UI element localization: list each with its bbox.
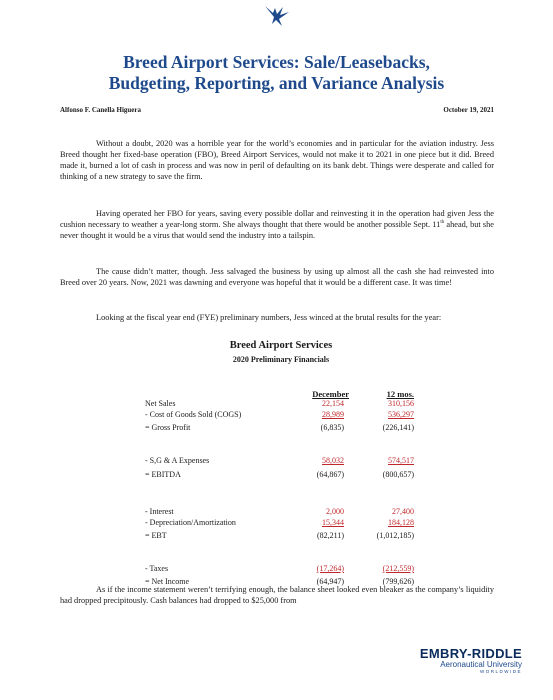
table-row (142, 470, 420, 481)
paragraph-1: Without a doubt, 2020 was a horrible year for the world’s economies and in particular for the aviation industry. Jess Breed thought her fixed-base operation (FBO), Breed Airport Services, would not make it to 2021 in one piece but it did. Breed made it, burned a lot of cash in process and was now in peril of defaulting on its bank debt. Things were desperate and called for thinking of a new strategy to save the firm. (60, 139, 494, 181)
row-value-december: 22,154 (322, 399, 344, 408)
row-value-12-months: (1,012,185) (376, 531, 414, 540)
brand-name: EMBRY-RIDDLE (419, 646, 522, 661)
row-value-december: 28,989 (322, 410, 344, 419)
row-label: - Cost of Goods Sold (COGS) (145, 410, 242, 419)
embry-riddle-logo (404, 646, 522, 674)
table-row (142, 456, 420, 467)
row-label: = Net Income (145, 577, 190, 586)
row-value-december: 58,032 (322, 456, 344, 465)
paragraph-2-sup: th (440, 220, 445, 226)
row-value-12-months: (799,626) (382, 577, 414, 586)
row-label: - S,G & A Expenses (145, 456, 210, 465)
row-label: = EBT (145, 531, 167, 540)
column-header-december: December (312, 389, 349, 399)
row-value-december: (82,211) (316, 531, 344, 540)
row-value-december: 15,344 (322, 518, 344, 527)
paragraph-3: The cause didn’t matter, though. Jess salvaged the business by using up almost all the cash she had reinvested into Breed over 20 years. Now, 2021 was dawning and everyone was hopeful that it would be a different case. It was time! (60, 267, 494, 287)
paragraph-4: Looking at the fiscal year end (FYE) preliminary numbers, Jess winced at the brutal results for the year: (96, 313, 442, 322)
row-label: - Interest (145, 507, 174, 516)
row-value-12-months: 184,128 (388, 518, 414, 527)
paragraph-5: As if the income statement weren’t terrifying enough, the balance sheet looked even bleaker as the company’s liquidity had dropped precipitously. Cash balances had dropped to $25,000 from (60, 585, 494, 605)
brand-subtitle: Aeronautical University (440, 660, 522, 669)
row-label: - Depreciation/Amortization (145, 518, 236, 527)
table-row (142, 423, 420, 434)
row-value-12-months: 310,156 (388, 399, 414, 408)
eagle-logo-icon (263, 4, 291, 28)
table-row (142, 564, 420, 575)
row-value-december: (17,264) (316, 564, 344, 573)
document-date: October 19, 2021 (443, 106, 494, 114)
document-title (60, 52, 493, 94)
row-value-december: 2,000 (326, 507, 344, 516)
row-label: - Taxes (145, 564, 169, 573)
brand-worldwide: WORLDWIDE (480, 669, 522, 674)
row-value-december: (64,947) (316, 577, 344, 586)
table-row (142, 399, 420, 410)
column-header-12-months: 12 mos. (386, 389, 414, 399)
row-value-12-months: (800,657) (382, 470, 414, 479)
row-label: = Gross Profit (145, 423, 191, 432)
financials-subtitle: 2020 Preliminary Financials (232, 355, 330, 364)
financials-title: Breed Airport Services (229, 340, 333, 351)
paragraph-2-text-a: Having operated her FBO for years, saving every possible dollar and reinvesting it in the operation had given Jess the cushion necessary to weather a year-long storm. She always thought that there would be another possible Sept. 11 (60, 209, 494, 229)
row-value-december: (64,867) (316, 470, 344, 479)
row-value-december: (6,835) (320, 423, 344, 432)
row-value-12-months: 536,297 (388, 410, 414, 419)
row-value-12-months: (212,559) (382, 564, 414, 573)
table-row (142, 410, 420, 421)
row-label: = EBITDA (145, 470, 181, 479)
title-line-2: Budgeting, Reporting, and Variance Analysis (108, 73, 445, 93)
table-row (142, 531, 420, 542)
row-value-12-months: 574,517 (388, 456, 414, 465)
row-label: Net Sales (145, 399, 176, 408)
row-value-12-months: 27,400 (392, 507, 414, 516)
author-name: Alfonso F. Canella Higuera (60, 106, 142, 114)
title-line-1: Breed Airport Services: Sale/Leasebacks, (123, 52, 430, 72)
paragraph-2 (60, 208, 494, 241)
paragraph-2-text-b: ahead, but she never thought it would be a virus that would send the industry into a tailspin. (60, 220, 494, 240)
row-value-12-months: (226,141) (382, 423, 414, 432)
table-row (142, 507, 420, 518)
table-row (142, 518, 420, 529)
